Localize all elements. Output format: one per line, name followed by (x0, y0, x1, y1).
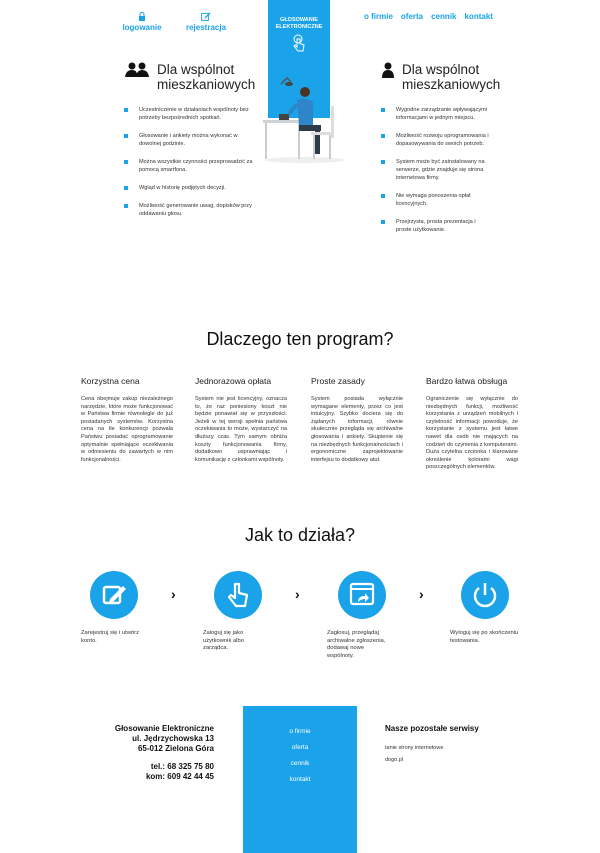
company-city: 65-012 Zielona Góra (137, 744, 214, 753)
list-item: Głosowanie i ankiety można wykonać w dowolnej godzinie. (124, 132, 254, 148)
feature-text: Ograniczenie się wyłącznie do niezbędnych funkcji, możliwość korzystania z urządzeń mobilnych i czytelność informacji powoduje, że korzystanie z systemu jest łatwe nawet dla osób nie mających na codzień do czynienia z komputerami. Duża czytelna czcionka i klarowane określenie kolorami wagi poszczególnych elementów. (426, 396, 518, 471)
list-item: System może być zainstalowany na serwerze, gdzie znajduje się strona internetowa firmy. (381, 158, 491, 182)
step-text: Zagłosuj, przeglądaj archiwalne zgłoszenia, dodawaj nowe wspólnoty. (327, 630, 386, 659)
logo[interactable] (268, 17, 330, 55)
how-title: Jak to działa? (244, 525, 356, 545)
right-column-header (382, 62, 500, 92)
other-service-link[interactable]: tanie strony internetowe (385, 745, 444, 751)
edit-icon (90, 571, 138, 619)
company-address (74, 724, 214, 754)
list-item: Nie wymaga ponoszenia opłat licencyjnych. (381, 192, 491, 208)
feature-title: Bardzo łatwa obsługa (426, 376, 508, 386)
right-column-title: Dla wspólnot mieszkaniowych (402, 62, 501, 92)
list-item: Można wszystkie czynności przeprowadzić za pomocą smartfona. (124, 158, 254, 174)
list-item: Przejrzysta, prosta prezentacja i proste użytkowanie. (381, 218, 491, 234)
step-text: Zaloguj się jako użytkownik albo zarządca. (203, 630, 244, 652)
feature-title: Jednorazowa opłata (195, 376, 272, 386)
top-nav (364, 12, 493, 21)
feature-text: System posiada wyłącznie wymagane elementy, przez co jest intuicyjny. Szybko dociera się do żądanych informacji, równie skutecznie przegląda się archiwalne głosowania i ankiety. Skupienie się na niezbędnych funkcjonalnościach i ergonomiczne zaprojektowanie interfejsu to dodatkowy atut. (311, 396, 403, 463)
chevron-right-icon: › (419, 586, 424, 602)
step-circle (338, 571, 386, 619)
company-phone: tel.: 68 325 75 80 (150, 762, 214, 771)
logo-line2: ELEKTRONICZNE (275, 24, 323, 30)
user-icon (382, 62, 394, 78)
right-feature-list (381, 106, 491, 234)
step-text: Zarejestruj się i utwórz konto. (81, 630, 139, 644)
company-mobile: kom: 609 42 44 45 (145, 772, 214, 781)
step-circle (214, 571, 262, 619)
chevron-right-icon: › (295, 586, 300, 602)
logo-line1: GŁOSOWANIE (280, 17, 318, 23)
why-title: Dlaczego ten program? (206, 329, 394, 349)
nav-o-firmie[interactable]: o firmie (364, 12, 393, 21)
hand-touch-icon (291, 34, 307, 52)
group-users-icon (125, 62, 149, 78)
power-icon (461, 571, 509, 619)
lock-icon (137, 12, 147, 21)
chevron-right-icon: › (171, 586, 176, 602)
nav-oferta[interactable]: oferta (400, 12, 424, 21)
list-item: Możliwość generowanie uwag, dopisków przy oddawaniu głosu. (124, 202, 254, 218)
feature-title: Korzystna cena (81, 376, 140, 386)
register-label: rejestracja (185, 23, 227, 32)
register-link[interactable] (176, 12, 236, 32)
hero-illustration (253, 70, 349, 166)
upload-icon (338, 571, 386, 619)
footer-nav (243, 724, 357, 788)
footer-nav-oferta[interactable]: oferta (291, 744, 309, 751)
feature-text: System nie jest licencyjny, oznacza to, że raz poniesiony koszt nie będzie ponawiał się w przyszłości. Jeżeli w tej wersji spełnia państwa oczekiwania to może, wystarczyć na dłuższy czas. Tym samym obniża koszty funkcjonowania firmy, dodatkowo usprawniając i komunikację z członkami wspólnoty. (195, 396, 287, 463)
company-name: Głosowanie Elektroniczne (114, 724, 214, 733)
company-contact (74, 762, 214, 782)
other-service-link[interactable]: dogo.pl (385, 757, 404, 763)
edit-icon (201, 12, 211, 21)
footer-nav-cennik[interactable]: cennik (290, 760, 310, 767)
footer-nav-kontakt[interactable]: kontakt (289, 776, 311, 783)
list-item: Wygodne zarządzanie wpływającymi informacjami w jednym miejscu. (381, 106, 491, 122)
list-item: Możliwość rozwoju oprogramowania i dopasowywania do swoich potrzeb. (381, 132, 491, 148)
touch-icon (214, 571, 262, 619)
login-link[interactable] (112, 12, 172, 32)
list-item: Wgląd w historię podjętych decyzji. (124, 184, 254, 192)
step-circle (461, 571, 509, 619)
feature-title: Proste zasady (311, 376, 365, 386)
left-column-header (125, 62, 255, 92)
step-text: Wyloguj się po skończeniu testowania. (450, 630, 519, 644)
nav-kontakt[interactable]: kontakt (464, 12, 493, 21)
other-services-title: Nasze pozostałe serwisy (385, 724, 479, 733)
left-column-title: Dla wspólnot mieszkaniowych (157, 62, 256, 92)
footer-nav-o-firmie[interactable]: o firmie (289, 728, 311, 735)
company-street: ul. Jędrzychowska 13 (132, 734, 214, 743)
feature-text: Cena obejmuje zakup niezależnego narzędzie, które może funkcjonować w Państwa firmie równolegle do już posiadanych systemów. Korzystna cena na tle konkurencji pozwala Państwu posiadać oprogramowanie optymalnie spełniające oczekiwania w odniesieniu do zawartych w nim funkcjonalności. (81, 396, 173, 463)
nav-cennik[interactable]: cennik (431, 12, 457, 21)
left-feature-list (124, 106, 254, 218)
login-label: logowanie (122, 23, 162, 32)
step-circle (90, 571, 138, 619)
other-services-list (385, 742, 443, 766)
list-item: Uczestniczenie w działaniach wspólnoty bez potrzeby bezpośrednich spotkań. (124, 106, 254, 122)
